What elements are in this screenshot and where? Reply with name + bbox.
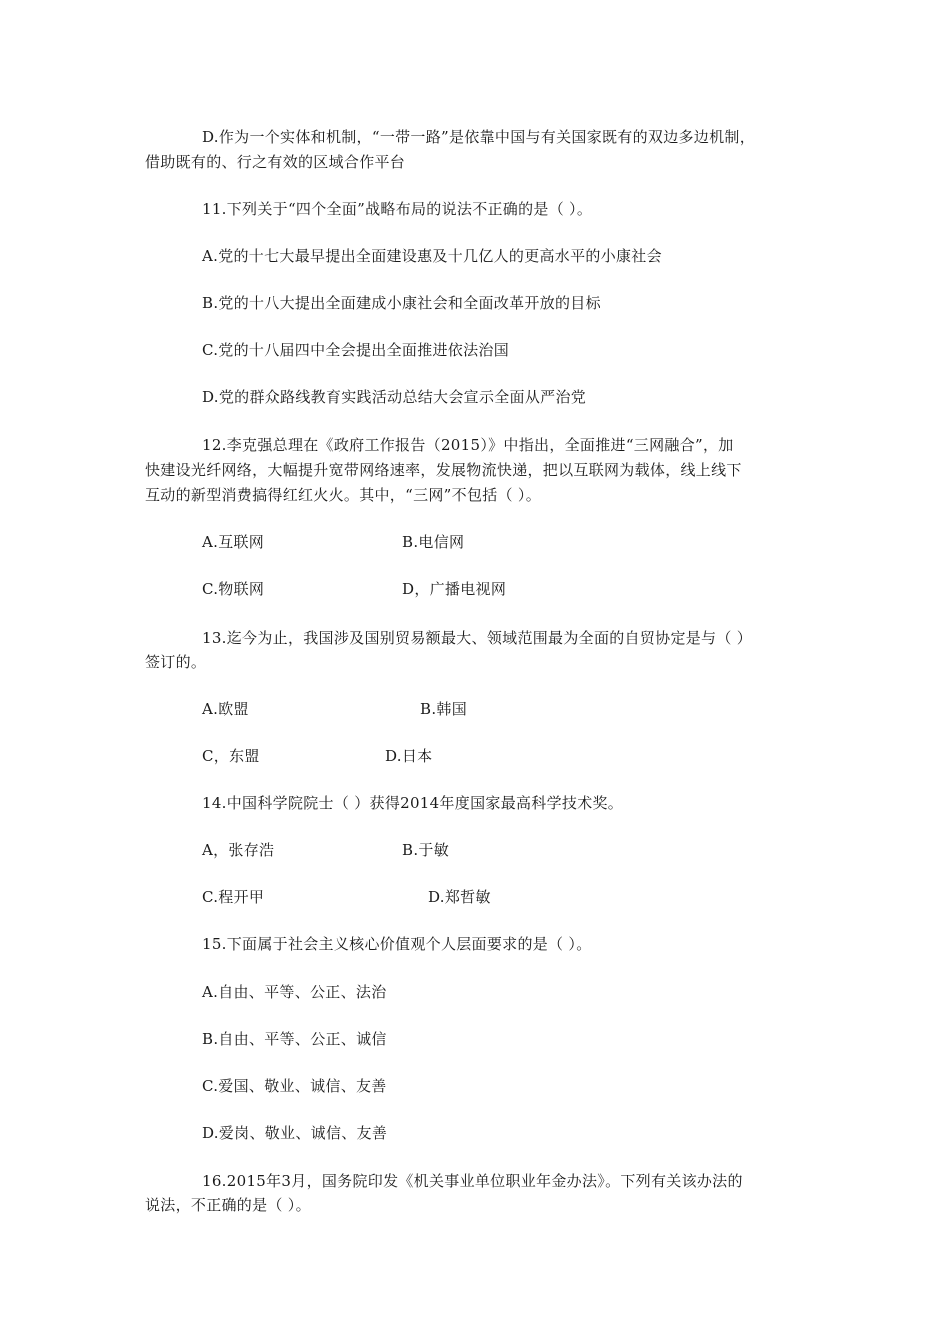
q12-option-d: D，广播电视网 xyxy=(402,580,507,598)
q11-option-a: A.党的十七大最早提出全面建设惠及十几亿人的更高水平的小康社会 xyxy=(202,247,662,265)
q15-option-c: C.爱国、敬业、诚信、友善 xyxy=(202,1077,387,1095)
q15-stem: 15.下面属于社会主义核心价值观个人层面要求的是（ ）。 xyxy=(202,935,592,953)
q13-stem-line2: 签订的。 xyxy=(145,653,207,671)
q12-stem-line1: 12.李克强总理在《政府工作报告（2015）》中指出，全面推进“三网融合”，加 xyxy=(202,436,734,454)
q15-option-d: D.爱岗、敬业、诚信、友善 xyxy=(202,1124,388,1142)
q11-option-b: B.党的十八大提出全面建成小康社会和全面改革开放的目标 xyxy=(202,294,601,312)
q12-option-c: C.物联网 xyxy=(202,580,265,598)
q14-option-d: D.郑哲敏 xyxy=(428,888,491,906)
q11-option-d: D.党的群众路线教育实践活动总结大会宣示全面从严治党 xyxy=(202,388,587,406)
q11-option-c: C.党的十八届四中全会提出全面推进依法治国 xyxy=(202,341,510,359)
q13-stem-line1: 13.迄今为止，我国涉及国别贸易额最大、领域范围最为全面的自贸协定是与（ ） xyxy=(202,629,753,647)
q12-stem-line2: 快建设光纤网络，大幅提升宽带网络速率，发展物流快递，把以互联网为载体，线上线下 xyxy=(145,461,742,479)
q10-option-d-line2: 借助既有的、行之有效的区域合作平台 xyxy=(145,153,406,171)
q13-option-c: C，东盟 xyxy=(202,747,260,765)
q16-stem-line2: 说法，不正确的是（ ）。 xyxy=(145,1196,311,1214)
q16-stem-line1: 16.2015年3月，国务院印发《机关事业单位职业年金办法》。下列有关该办法的 xyxy=(202,1172,743,1190)
q15-option-a: A.自由、平等、公正、法治 xyxy=(202,983,387,1001)
q13-option-a: A.欧盟 xyxy=(202,700,249,718)
q13-option-b: B.韩国 xyxy=(420,700,467,718)
q11-stem: 11.下列关于“四个全面”战略布局的说法不正确的是（ ）。 xyxy=(202,200,593,218)
q14-stem: 14.中国科学院院士（ ）获得2014年度国家最高科学技术奖。 xyxy=(202,794,624,812)
q12-stem-line3: 互动的新型消费搞得红红火火。其中，“三网”不包括（ ）。 xyxy=(145,486,542,504)
q10-option-d-line1: D.作为一个实体和机制，“一带一路”是依靠中国与有关国家既有的双边多边机制， xyxy=(202,128,755,146)
q14-option-b: B.于敏 xyxy=(402,841,449,859)
q14-option-c: C.程开甲 xyxy=(202,888,265,906)
q15-option-b: B.自由、平等、公正、诚信 xyxy=(202,1030,387,1048)
q12-option-b: B.电信网 xyxy=(402,533,465,551)
q14-option-a: A，张存浩 xyxy=(202,841,275,859)
q13-option-d: D.日本 xyxy=(385,747,433,765)
q12-option-a: A.互联网 xyxy=(202,533,265,551)
